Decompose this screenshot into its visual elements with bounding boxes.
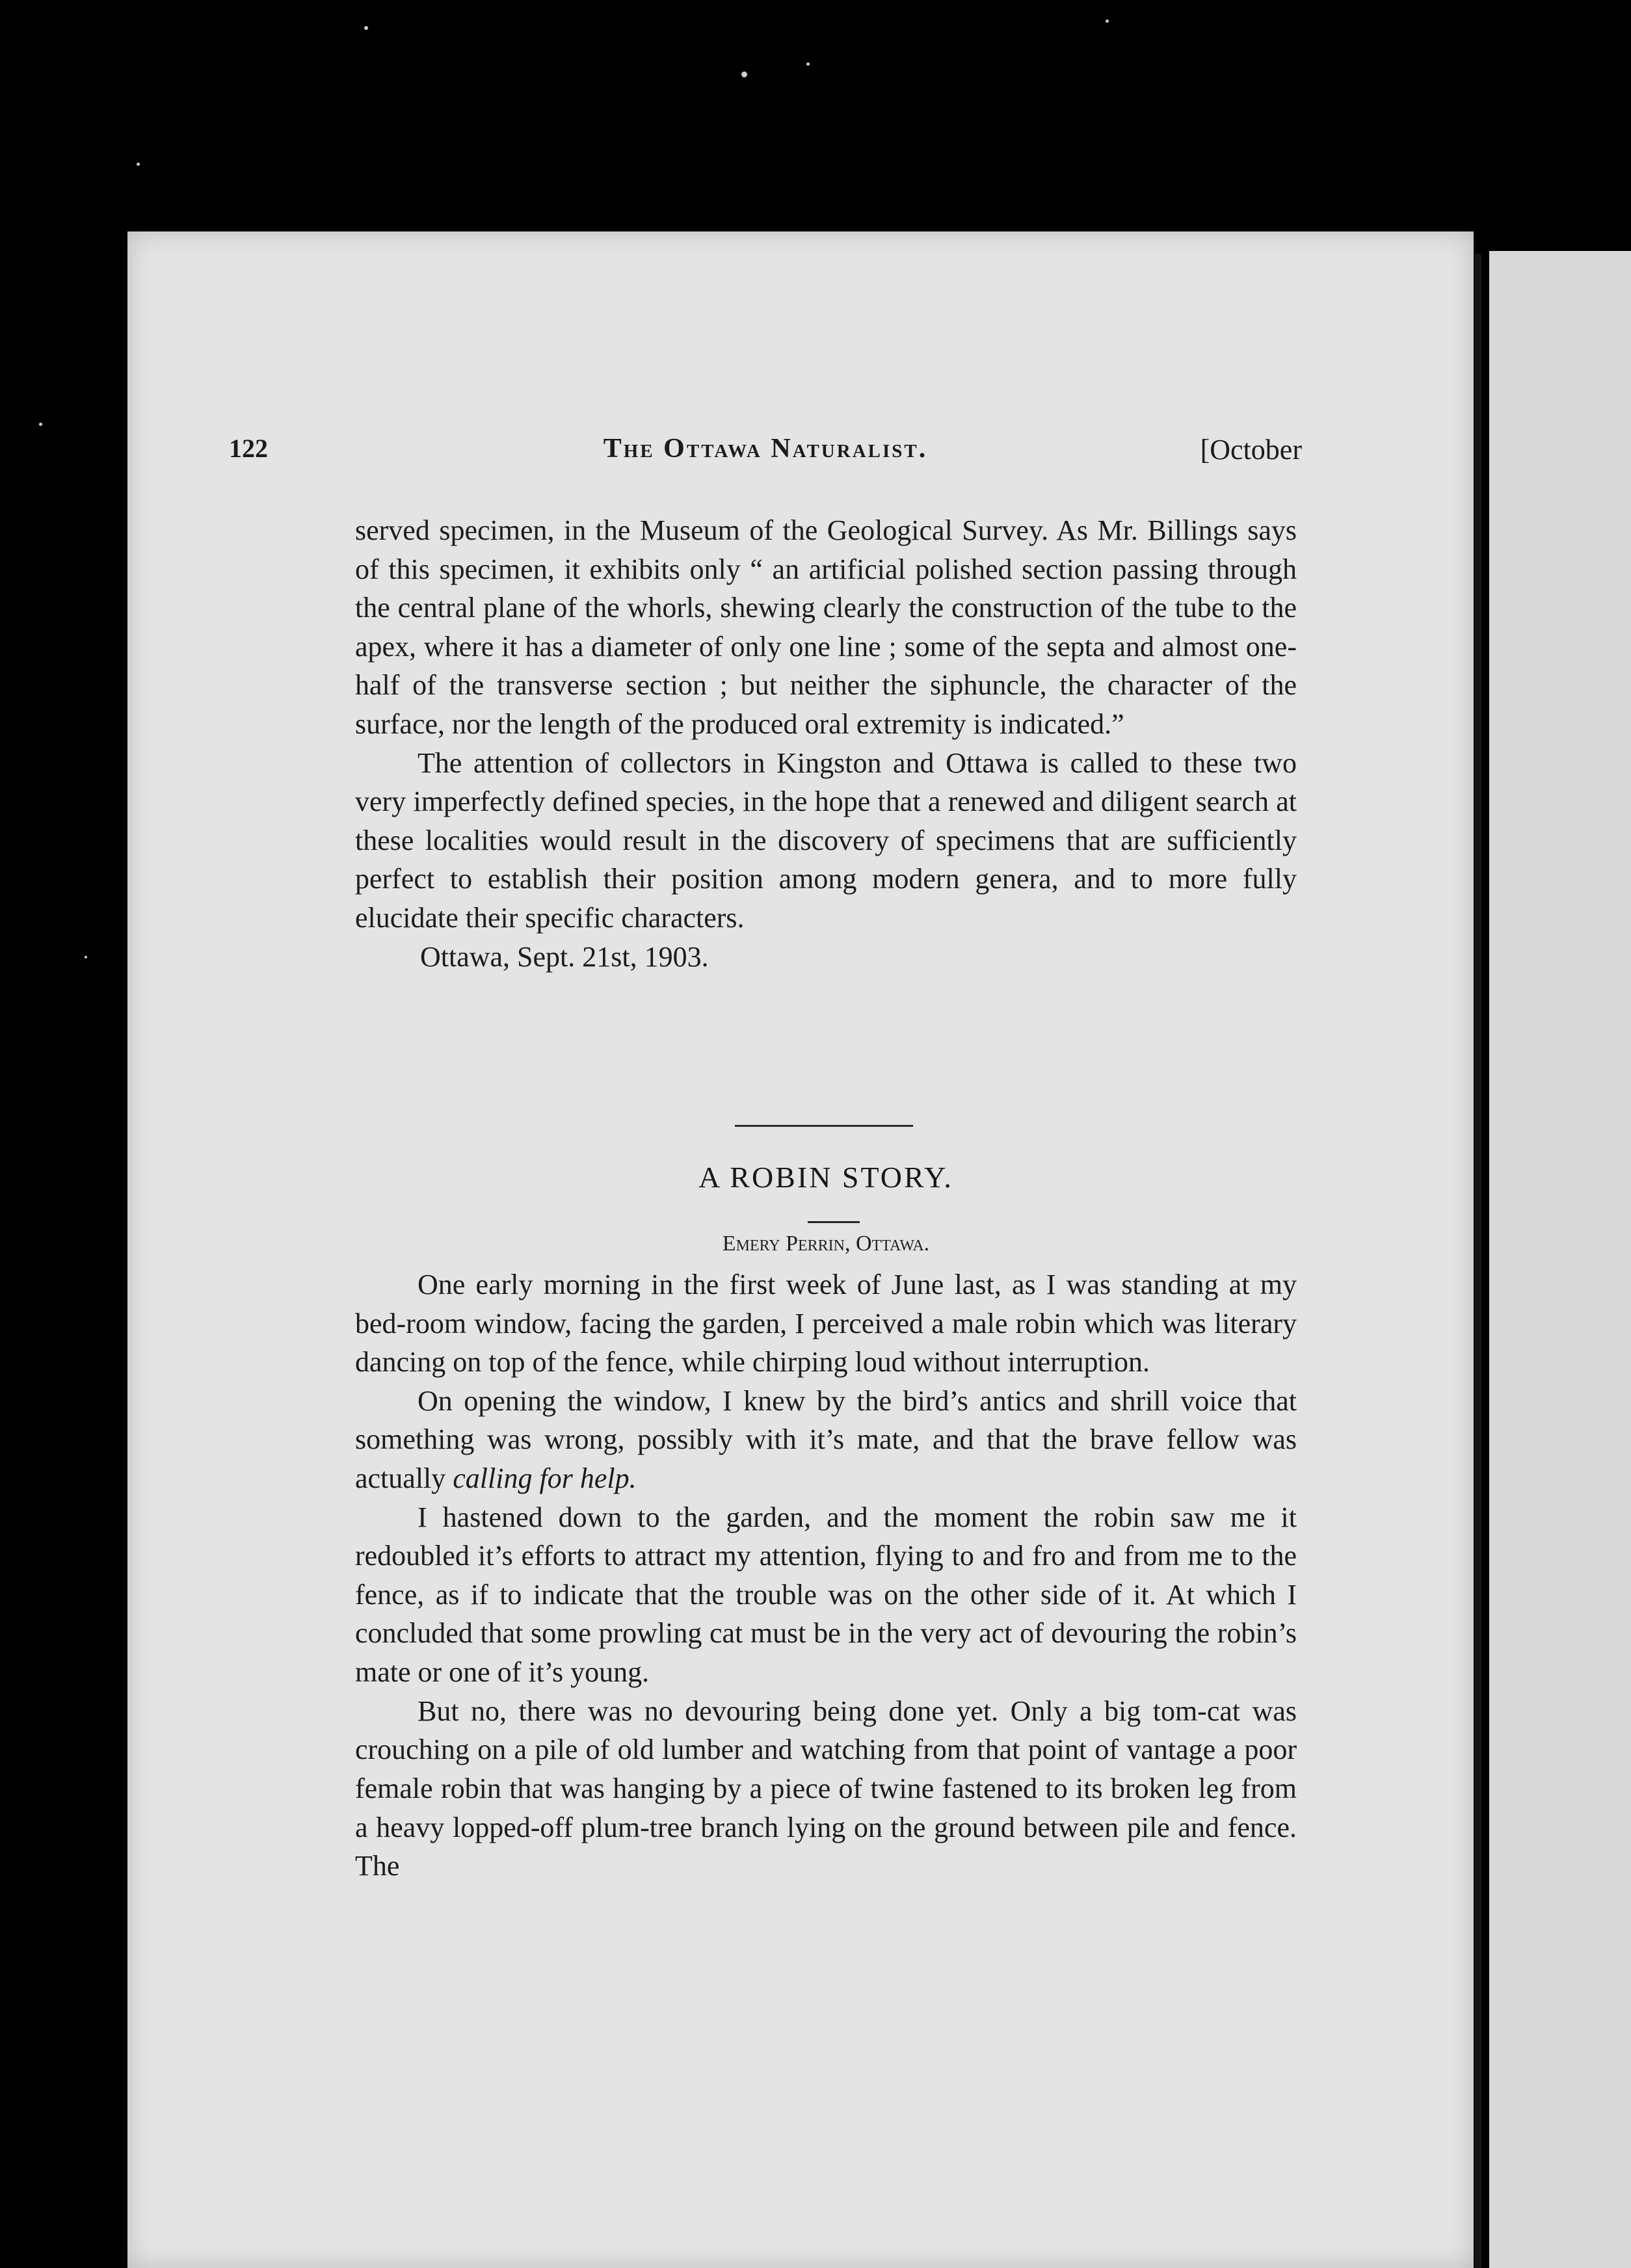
running-title: The Ottawa Naturalist.	[603, 434, 928, 464]
header-month: [October	[1200, 434, 1302, 466]
scan-speck	[364, 26, 368, 30]
story-body	[355, 1265, 1297, 1886]
story-title: A ROBIN STORY.	[698, 1161, 953, 1194]
scan-speck	[137, 163, 140, 166]
author-byline: Emery Perrin, Ottawa.	[722, 1232, 930, 1256]
paragraph: served specimen, in the Museum of the Geological Survey. As Mr. Billings says of this specimen, it exhibits only “ an artificial polished section passing through the central plane of the whorls, shewing clearly the construction of the tube to the apex, where it has a diameter of only one line ; some of the septa and almost one-half of the transverse section ; but neither the siphuncle, the character of the surface, nor the length of the produced oral extremity is indicated.”	[355, 514, 1297, 741]
article-continuation	[355, 511, 1297, 976]
scan-speck	[1106, 20, 1109, 23]
paragraph: The attention of collectors in Kingston and Ottawa is called to these two very imperfectly defined species, in the hope that a renewed and diligent search at these localities would result in the discovery of specimens that are sufficiently perfect to establish their position among modern genera, and to more fully elucidate their specific characters.	[355, 746, 1297, 934]
paragraph-text: On opening the window, I knew by the bird’s antics and shrill voice that something was wrong, possibly with it’s mate, and that the brave fellow was actually	[355, 1384, 1297, 1495]
running-header	[229, 433, 1302, 485]
facing-page-edge	[1489, 251, 1631, 2268]
paragraph: But no, there was no devouring being done yet. Only a big tom-cat was crouching on a pile of old lumber and watching from that point of vantage a poor female robin that was hanging by a piece of twine fastened to its broken leg from a heavy lopped-off plum-tree branch lying on the ground between pile and fence. The	[355, 1694, 1297, 1882]
scan-speck	[806, 62, 810, 66]
page-number: 122	[229, 434, 268, 463]
paragraph: I hastened down to the garden, and the moment the robin saw me it redoubled it’s efforts to attract my attention, flying to and fro and from me to the fence, as if to indicate that the trouble was on the other side of it. At which I concluded that some prowling cat must be in the very act of devouring the robin’s mate or one of it’s young.	[355, 1501, 1297, 1689]
scan-speck	[741, 72, 747, 77]
scan-speck	[85, 956, 87, 958]
paragraph: One early morning in the first week of June last, as I was standing at my bed-room window, facing the garden, I perceived a male robin which was literary dancing on top of the fence, while chirping loud without interruption.	[355, 1269, 1297, 1378]
paragraph	[355, 1382, 1297, 1498]
dateline: Ottawa, Sept. 21st, 1903.	[420, 940, 709, 973]
scan-speck	[39, 423, 42, 426]
page-binding-edge	[1475, 254, 1481, 2268]
italic-phrase: calling for help.	[453, 1462, 637, 1495]
section-divider	[735, 1125, 913, 1127]
title-underline	[808, 1221, 860, 1223]
